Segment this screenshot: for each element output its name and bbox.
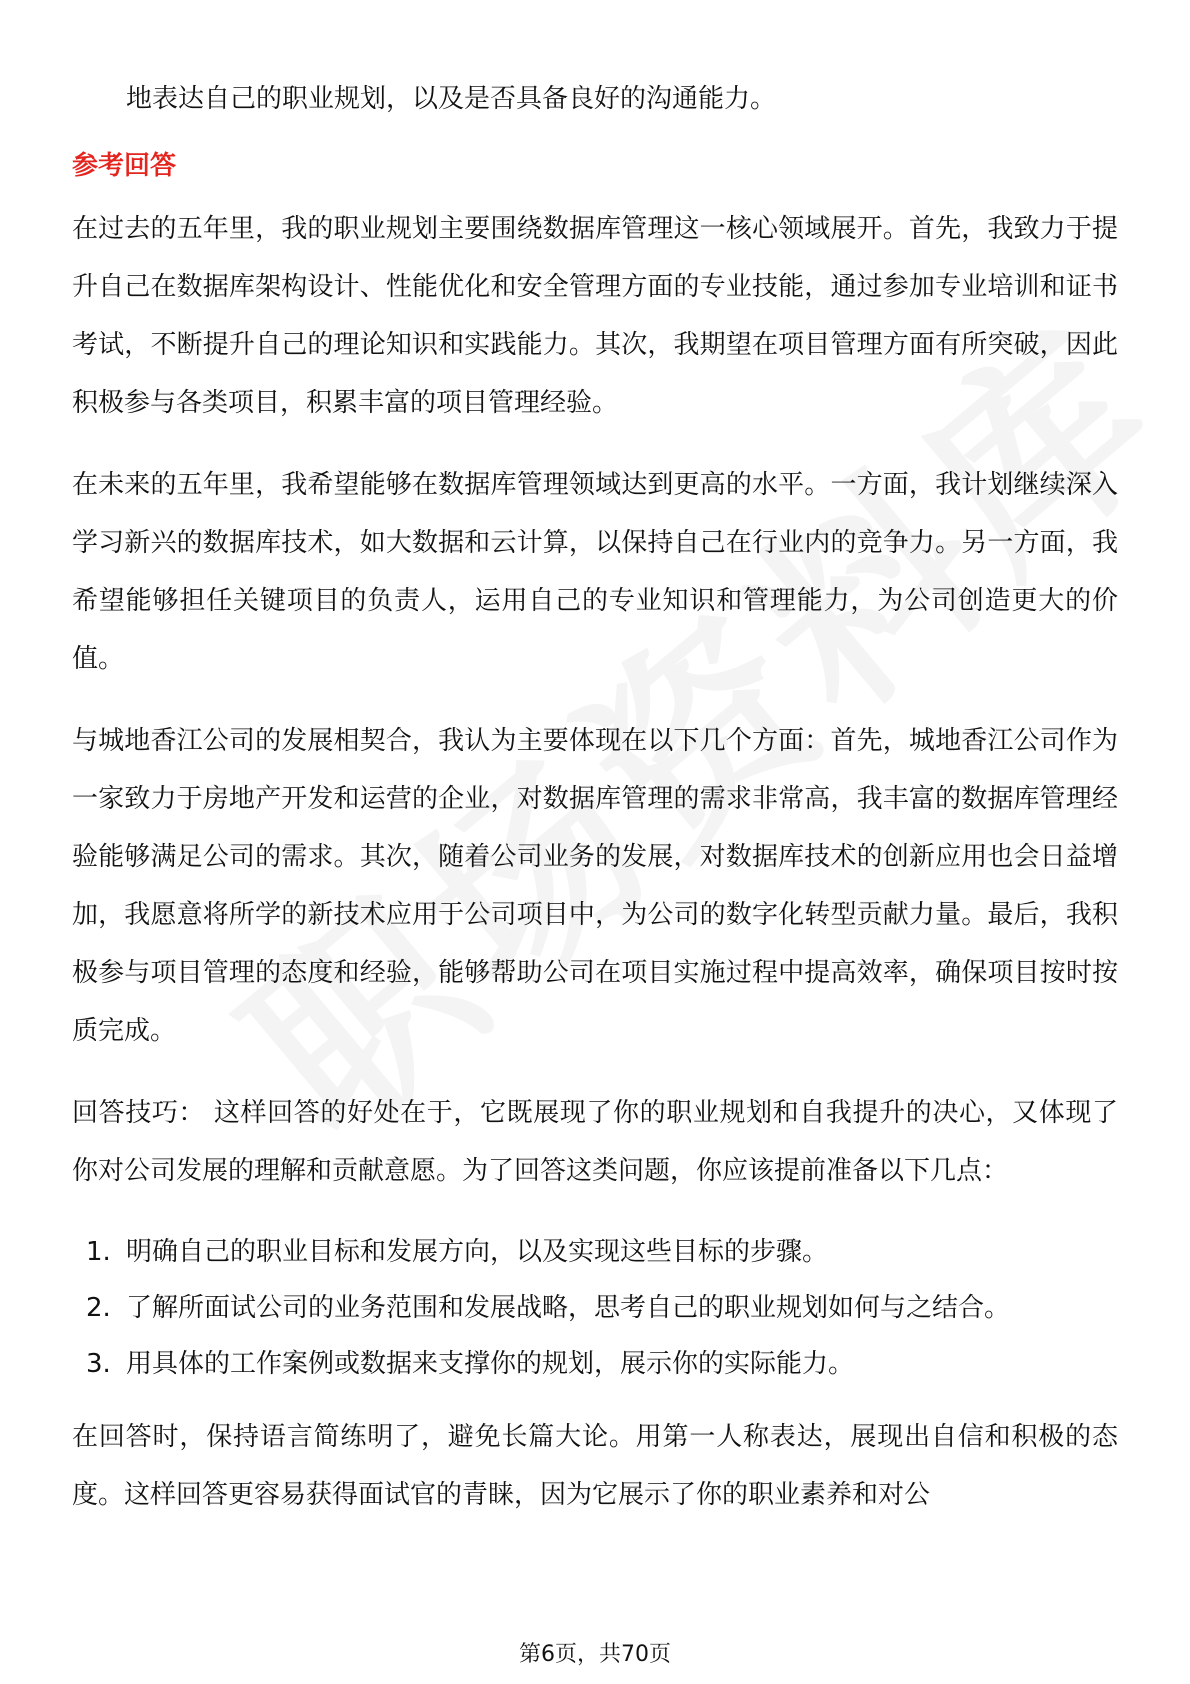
paragraph-past-five-years: 在过去的五年里，我的职业规划主要围绕数据库管理这一核心领域展开。首先，我致力于提升自己在数据库架构设计、性能优化和安全管理方面的专业技能，通过参加专业培训和证书考试，不断提升自己的理论知识和实践能力。其次，我期望在项目管理方面有所突破，因此积极参与各类项目，积累丰富的项目管理经验。 bbox=[72, 214, 1118, 418]
list-item-number: 1. bbox=[86, 1237, 111, 1267]
paragraph-company-fit: 与城地香江公司的发展相契合，我认为主要体现在以下几个方面：首先，城地香江公司作为一家致力于房地产开发和运营的企业，对数据库管理的需求非常高，我丰富的数据库管理经验能够满足公司的需求。其次，随着公司业务的发展，对数据库技术的创新应用也会日益增加，我愿意将所学的新技术应用于公司项目中，为公司的数字化转型贡献力量。最后，我积极参与项目管理的态度和经验，能够帮助公司在项目实施过程中提高效率，确保项目按时按质完成。 bbox=[72, 726, 1118, 1046]
list-item-number: 3. bbox=[86, 1349, 111, 1379]
paragraph-next-five-years: 在未来的五年里，我希望能够在数据库管理领域达到更高的水平。一方面，我计划继续深入学习新兴的数据库技术，如大数据和云计算，以保持自己在行业内的竞争力。另一方面，我希望能够担任关键项目的负责人，运用自己的专业知识和管理能力，为公司创造更大的价值。 bbox=[72, 470, 1118, 674]
list-item bbox=[72, 1288, 1118, 1328]
list-item-number: 2. bbox=[86, 1293, 111, 1323]
list-item bbox=[72, 1344, 1118, 1384]
paragraph-answer-tips: 回答技巧： 这样回答的好处在于，它既展现了你的职业规划和自我提升的决心，又体现了你对公司发展的理解和贡献意愿。为了回答这类问题，你应该提前准备以下几点： bbox=[72, 1098, 1118, 1186]
page-number-footer: 第6页，共70页 bbox=[519, 1642, 671, 1667]
paragraph-closing: 在回答时，保持语言简练明了，避免长篇大论。用第一人称表达，展现出自信和积极的态度。这样回答更容易获得面试官的青睐，因为它展示了你的职业素养和对公 bbox=[72, 1422, 1118, 1510]
reference-answer-heading: 参考回答 bbox=[72, 151, 177, 181]
list-item-text: 明确自己的职业目标和发展方向，以及实现这些目标的步骤。 bbox=[126, 1237, 829, 1267]
tips-list bbox=[72, 1232, 1118, 1384]
list-item-text: 用具体的工作案例或数据来支撑你的规划，展示你的实际能力。 bbox=[126, 1349, 855, 1379]
page-content bbox=[72, 70, 1118, 1524]
intro-continuation: 地表达自己的职业规划，以及是否具备良好的沟通能力。 bbox=[126, 84, 777, 114]
list-item-text: 了解所面试公司的业务范围和发展战略，思考自己的职业规划如何与之结合。 bbox=[126, 1293, 1011, 1323]
list-item bbox=[72, 1232, 1118, 1272]
